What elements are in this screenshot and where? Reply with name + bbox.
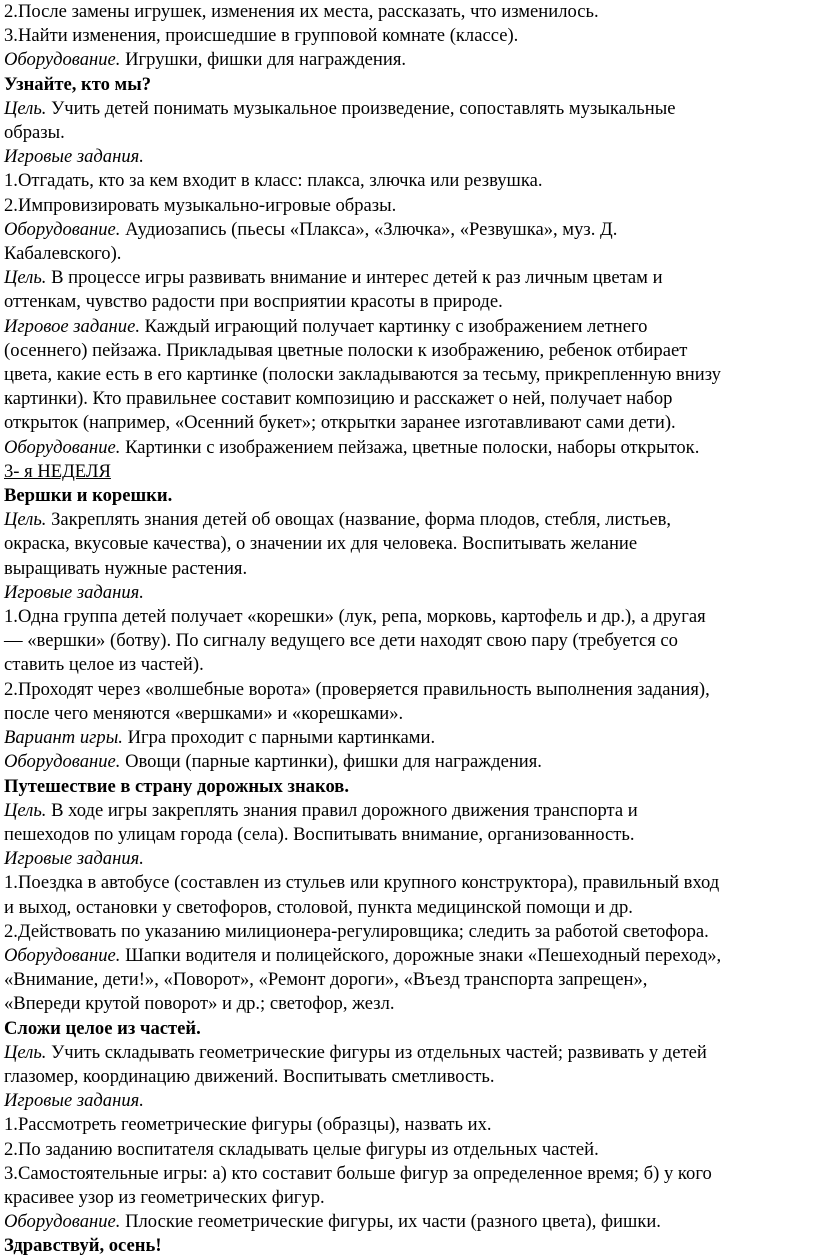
text-line	[4, 968, 810, 992]
text-line	[4, 532, 810, 556]
text-line	[4, 387, 810, 411]
paragraph-text: Учить складывать геометрические фигуры из отдельных частей; развивать у детей	[46, 1041, 707, 1063]
text-line	[4, 750, 810, 774]
paragraph-text: — «вершки» (ботву). По сигналу ведущего все дети находят свою пару (требуется со	[4, 630, 678, 652]
text-line	[4, 847, 810, 871]
text-line	[4, 1210, 810, 1234]
text-line	[4, 411, 810, 435]
text-line	[4, 97, 810, 121]
text-line	[4, 508, 810, 532]
paragraph-label: Игровое задание.	[4, 315, 140, 337]
paragraph-label: Цель.	[4, 97, 47, 119]
text-line	[4, 920, 810, 944]
paragraph-text: картинки). Кто правильнее составит композицию и расскажет о ней, получает набор	[4, 388, 673, 410]
section-heading: Сложи целое из частей.	[4, 1017, 201, 1039]
paragraph-text: В процессе игры развивать внимание и интерес детей к раз личным цветам и	[46, 267, 663, 289]
paragraph-text: 3.Найти изменения, происшедшие в групповой комнате (классе).	[4, 25, 519, 47]
paragraph-text: 2.Действовать по указанию милиционера-регулировщика; следить за работой светофора.	[4, 920, 709, 942]
paragraph-text: 3.Самостоятельные игры: а) кто составит больше фигур за определенное время; б) у кого	[4, 1162, 712, 1184]
text-line	[4, 871, 810, 895]
text-line	[4, 653, 810, 677]
text-line	[4, 605, 810, 629]
paragraph-text: красивее узор из геометрических фигур.	[4, 1186, 325, 1208]
text-line	[4, 1186, 810, 1210]
paragraph-text: Кабалевского).	[4, 243, 122, 265]
text-line	[4, 1113, 810, 1137]
paragraph-label: Оборудование.	[4, 436, 121, 458]
text-line	[4, 315, 810, 339]
paragraph-text: «Внимание, дети!», «Поворот», «Ремонт дороги», «Въезд транспорта запрещен»,	[4, 969, 648, 991]
paragraph-text: Овощи (парные картинки), фишки для награждения.	[120, 751, 542, 773]
paragraph-text: цвета, какие есть в его картинке (полоски закладываются за тесьму, прикрепленную внизу	[4, 364, 721, 386]
paragraph-text: Плоские геометрические фигуры, их части (разного цвета), фишки.	[120, 1211, 661, 1233]
paragraph-label: Вариант игры.	[4, 727, 123, 749]
text-line	[4, 242, 810, 266]
paragraph-text: ставить целое из частей).	[4, 654, 204, 676]
text-line	[4, 290, 810, 314]
week-heading: 3- я НЕДЕЛЯ	[4, 460, 111, 482]
section-heading: Здравствуй, осень!	[4, 1235, 162, 1257]
paragraph-text: 1.Одна группа детей получает «корешки» (лук, репа, морковь, картофель и др.), а другая	[4, 606, 706, 628]
paragraph-text: оттенкам, чувство радости при восприятии красоты в природе.	[4, 291, 503, 313]
text-line	[4, 194, 810, 218]
paragraph-text: Учить детей понимать музыкальное произведение, сопоставлять музыкальные	[46, 97, 676, 119]
paragraph-text: В ходе игры закреплять знания правил дорожного движения транспорта и	[46, 799, 638, 821]
paragraph-label: Цель.	[4, 1041, 47, 1063]
paragraph-text: Каждый играющий получает картинку с изображением летнего	[139, 315, 648, 337]
paragraph-text: 2.Импровизировать музыкально-игровые образы.	[4, 194, 397, 216]
section-heading: Путешествие в страну дорожных знаков.	[4, 775, 349, 797]
paragraph-text: Игра проходит с парными картинками.	[122, 727, 436, 749]
paragraph-text: (осеннего) пейзажа. Прикладывая цветные полоски к изображению, ребенок отбирает	[4, 339, 688, 361]
text-line	[4, 1162, 810, 1186]
paragraph-text: пешеходов по улицам города (села). Воспитывать внимание, организованность.	[4, 823, 635, 845]
text-line	[4, 726, 810, 750]
text-line	[4, 266, 810, 290]
paragraph-text: 1.Поездка в автобусе (составлен из стульев или крупного конструктора), правильный вход	[4, 872, 720, 894]
paragraph-label: Оборудование.	[4, 944, 121, 966]
paragraph-text: Аудиозапись (пьесы «Плакса», «Злючка», «Резвушка», муз. Д.	[120, 218, 618, 240]
week-heading-line	[4, 460, 810, 484]
text-line	[4, 145, 810, 169]
text-line	[4, 629, 810, 653]
text-line	[4, 678, 810, 702]
text-line	[4, 48, 810, 72]
text-line	[4, 799, 810, 823]
paragraph-text: Шапки водителя и полицейского, дорожные знаки «Пешеходный переход»,	[120, 944, 722, 966]
paragraph-text: и выход, остановки у светофоров, столовой, пункта медицинской помощи и др.	[4, 896, 633, 918]
section-heading: Узнайте, кто мы?	[4, 73, 152, 95]
text-line	[4, 0, 810, 24]
text-line	[4, 169, 810, 193]
text-line	[4, 557, 810, 581]
text-line	[4, 823, 810, 847]
text-line	[4, 436, 810, 460]
paragraph-label: Цель.	[4, 799, 47, 821]
paragraph-label: Цель.	[4, 267, 47, 289]
text-line	[4, 581, 810, 605]
paragraph-text: 2.После замены игрушек, изменения их места, рассказать, что изменилось.	[4, 1, 599, 22]
paragraph-text: открыток (например, «Осенний букет»; открытки заранее изготавливают сами дети).	[4, 412, 676, 434]
text-line	[4, 363, 810, 387]
text-line	[4, 702, 810, 726]
text-line	[4, 24, 810, 48]
paragraph-text: образы.	[4, 122, 65, 144]
paragraph-text: 2.Проходят через «волшебные ворота» (проверяется правильность выполнения задания),	[4, 678, 710, 700]
paragraph-text: 1.Отгадать, кто за кем входит в класс: плакса, злючка или резвушка.	[4, 170, 543, 192]
text-line	[4, 1138, 810, 1162]
text-line	[4, 896, 810, 920]
text-line	[4, 1065, 810, 1089]
paragraph-text: выращивать нужные растения.	[4, 557, 248, 579]
paragraph-text: Игрушки, фишки для награждения.	[120, 49, 407, 71]
paragraph-label: Оборудование.	[4, 218, 121, 240]
text-line	[4, 944, 810, 968]
text-line	[4, 121, 810, 145]
paragraph-label: Игровые задания.	[4, 146, 144, 168]
paragraph-label: Оборудование.	[4, 49, 121, 71]
paragraph-label: Игровые задания.	[4, 848, 144, 870]
section-heading: Вершки и корешки.	[4, 485, 173, 507]
paragraph-label: Цель.	[4, 509, 47, 531]
text-line	[4, 339, 810, 363]
paragraph-label: Оборудование.	[4, 1211, 121, 1233]
paragraph-text: Закреплять знания детей об овощах (название, форма плодов, стебля, листьев,	[46, 509, 672, 531]
paragraph-text: окраска, вкусовые качества), о значении их для человека. Воспитывать желание	[4, 533, 638, 555]
paragraph-text: 2.По заданию воспитателя складывать целые фигуры из отдельных частей.	[4, 1138, 599, 1160]
paragraph-text: «Впереди крутой поворот» и др.; светофор, жезл.	[4, 993, 395, 1015]
paragraph-label: Игровые задания.	[4, 1090, 144, 1112]
paragraph-text: после чего меняются «вершками» и «корешками».	[4, 702, 404, 724]
paragraph-text: глазомер, координацию движений. Воспитывать сметливость.	[4, 1065, 495, 1087]
paragraph-text: 1.Рассмотреть геометрические фигуры (образцы), назвать их.	[4, 1114, 492, 1136]
text-line	[4, 992, 810, 1016]
text-line	[4, 1089, 810, 1113]
text-line	[4, 218, 810, 242]
text-line	[4, 1041, 810, 1065]
paragraph-text: Картинки с изображением пейзажа, цветные полоски, наборы открыток.	[120, 436, 700, 458]
paragraph-label: Игровые задания.	[4, 581, 144, 603]
paragraph-label: Оборудование.	[4, 751, 121, 773]
